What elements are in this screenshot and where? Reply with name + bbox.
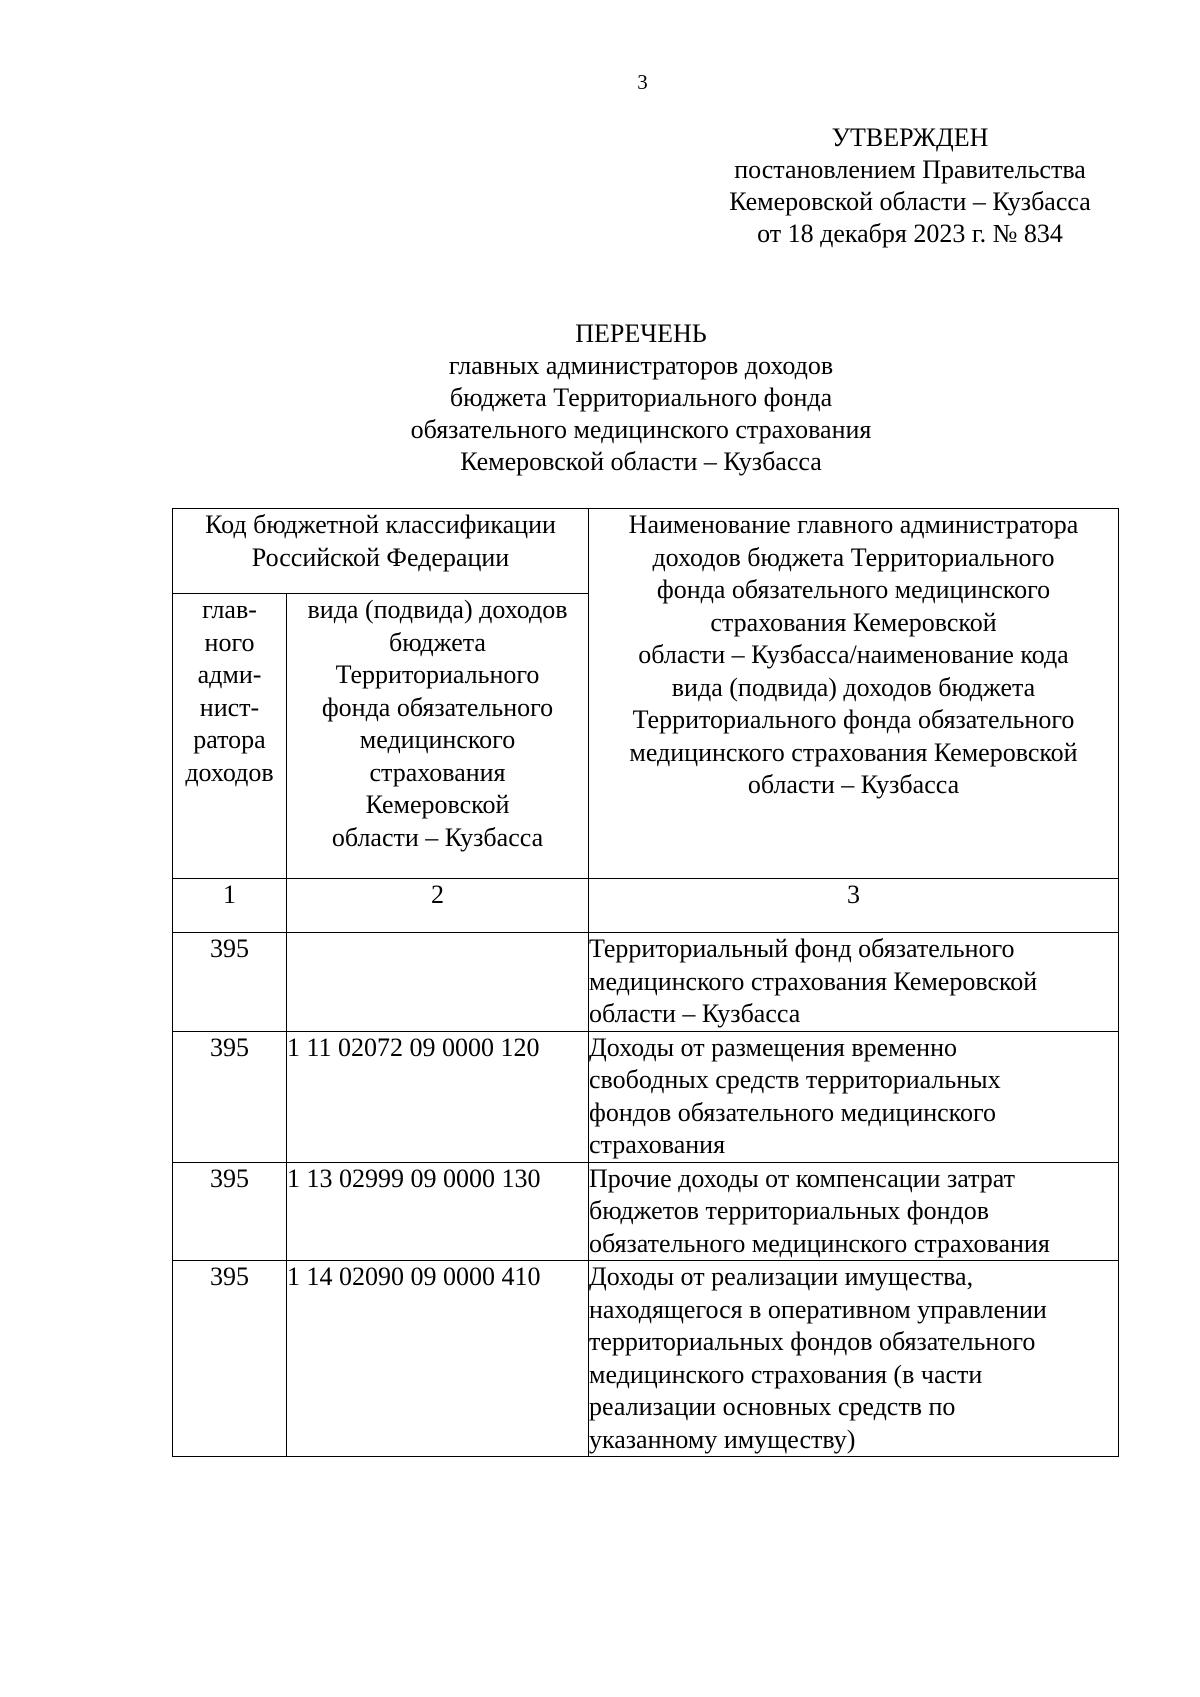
header-text-line: ратора [193,725,266,754]
administrators-table [172,508,1119,1457]
header-text-line: медицинского [359,725,516,754]
income-name-line: Территориальный фонд обязательного [589,934,1015,963]
approval-heading: УТВЕРЖДЕН [831,123,989,152]
admin-code-cell: 395 [173,1162,287,1261]
income-name-line: обязательного медицинского страхования [589,1228,1050,1258]
header-text-line: страхования [369,757,506,787]
header-text-line: фонда обязательного [321,692,554,722]
income-code-cell: 1 11 02072 09 0000 120 [287,1031,589,1162]
header-text-line: области – Кузбасса [331,822,544,852]
header-text-line: нист- [199,692,260,722]
header-text-line: вида (подвида) доходов бюджета [671,672,1036,702]
header-text-line: доходов бюджета Территориального [652,542,1055,572]
income-name-line: Доходы от размещения временно [589,1032,957,1062]
header-text-line: бюджета [389,627,486,657]
approval-date: от 18 декабря 2023 г. № 834 [757,219,1063,248]
table-row [173,933,1119,1032]
approval-stamp [700,122,1120,250]
income-name-line: находящегося в оперативном управлении [589,1294,1047,1324]
income-code-cell: 1 14 02090 09 0000 410 [287,1261,589,1457]
income-name-line: области – Кузбасса [589,999,801,1028]
table-row [173,1031,1119,1162]
table-row [173,1162,1119,1261]
page-number: 3 [637,70,648,94]
column-number: 1 [173,879,287,933]
header-text-line: Кемеровской [365,790,510,819]
header-text-line: страхования Кемеровской [710,607,997,637]
income-name-cell [589,1162,1119,1261]
income-name-line: Доходы от реализации имущества, [589,1262,974,1291]
header-text-line: доходов [185,757,274,787]
income-name-line: указанному имуществу) [589,1424,856,1454]
title-heading: ПЕРЕЧЕНЬ [575,319,707,348]
income-name-line: медицинского страхования Кемеровской [589,966,1038,996]
header-text-line: Территориального [335,660,540,689]
header-text-line: Российской Федерации [251,542,510,572]
title-line: бюджета Территориального фонда [449,383,833,412]
income-name-line: фондов обязательного медицинского [589,1097,997,1127]
header-text-line: глав- [202,595,257,624]
header-main-administrator [173,594,287,879]
header-text-line: медицинского страхования Кемеровской [629,737,1078,767]
header-text-line: ного [204,627,255,657]
income-name-cell [589,1031,1119,1162]
header-income-type [287,594,589,879]
income-name-line: медицинского страхования (в части [589,1359,983,1389]
income-name-line: свободных средств территориальных [589,1065,1001,1094]
admin-code-cell: 395 [173,933,287,1032]
admin-code-cell: 395 [173,1031,287,1162]
title-line: обязательного медицинского страхования [410,415,872,444]
title-line: главных администраторов доходов [448,351,834,380]
header-row-top [173,509,1119,594]
approval-region: Кемеровской области – Кузбасса [729,187,1091,216]
header-text-line: области – Кузбасса [747,770,960,799]
income-name-line: реализации основных средств по [589,1392,956,1421]
header-text-line: адми- [197,660,262,689]
header-text-line: Код бюджетной классификации [205,510,556,539]
header-budget-classification [173,509,589,594]
income-name-line: страхования [589,1130,726,1159]
document-title [172,318,1110,478]
admin-code-cell: 395 [173,1261,287,1457]
income-name-line: территориальных фондов обязательного [589,1327,1036,1356]
income-name-line: бюджетов территориальных фондов [589,1196,990,1225]
header-text-line: фонда обязательного медицинского [656,575,1051,604]
income-name-line: Прочие доходы от компенсации затрат [589,1163,1016,1193]
column-number: 2 [287,879,589,933]
income-code-cell: 1 13 02999 09 0000 130 [287,1162,589,1261]
income-code-cell [287,933,589,1032]
title-line: Кемеровской области – Кузбасса [460,447,822,476]
column-number: 3 [589,879,1119,933]
header-text-line: Наименование главного администратора [628,510,1079,539]
approval-decree: постановлением Правительства [734,155,1086,184]
income-name-cell [589,933,1119,1032]
table-row [173,1261,1119,1457]
income-name-cell [589,1261,1119,1457]
header-text-line: вида (подвида) доходов [307,595,568,624]
header-text-line: области – Кузбасса/наименование кода [638,640,1069,669]
header-text-line: Территориального фонда обязательного [632,705,1075,734]
header-administrator-name [589,509,1119,879]
column-number-row [173,879,1119,933]
